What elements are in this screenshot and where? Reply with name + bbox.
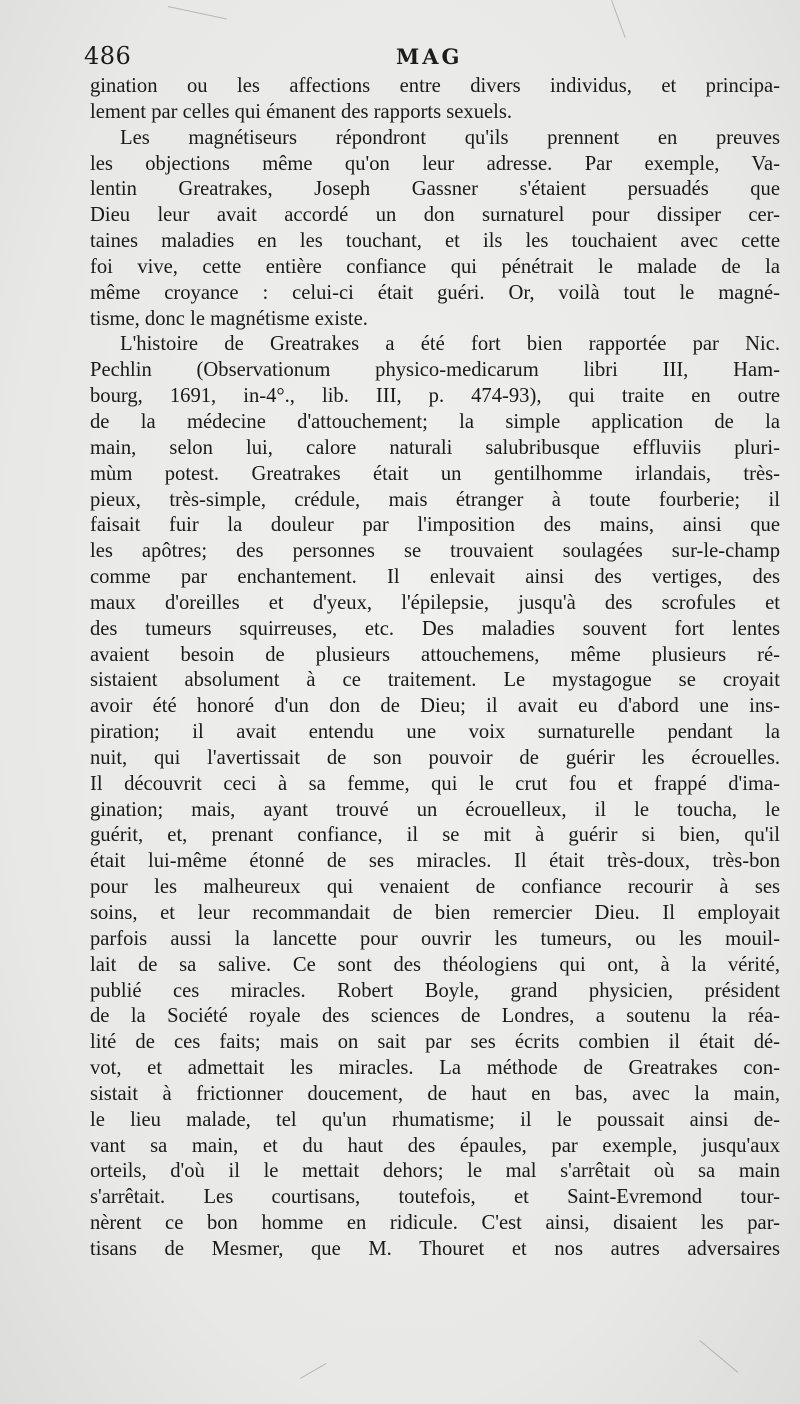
text-line: orteils, d'où il le mettait dehors; le mal s'arrêtait où sa main	[90, 1160, 780, 1183]
text-line: publié ces miracles. Robert Boyle, grand physicien, président	[90, 979, 780, 1002]
text-line: les objections même qu'on leur adresse. Par exemple, Va-	[90, 152, 780, 175]
text-line: gination ou les affections entre divers individus, et principa-	[90, 75, 780, 97]
page-number: 486	[84, 42, 132, 70]
text-line: lait de sa salive. Ce sont des théologiens qui ont, à la vérité,	[90, 953, 780, 976]
text-line: guérit, et, prenant confiance, il se mit à guérir si bien, qu'il	[90, 824, 780, 847]
text-line: foi vive, cette entière confiance qui pénétrait le malade de la	[90, 255, 780, 278]
text-line: nuit, qui l'avertissait de son pouvoir de guérir les écrouelles.	[90, 746, 780, 769]
text-line: piration; il avait entendu une voix surnaturelle pendant la	[90, 721, 780, 744]
text-line: même croyance : celui-ci était guéri. Or, voilà tout le magné-	[90, 281, 780, 304]
text-line: soins, et leur recommandait de bien remercier Dieu. Il employait	[90, 902, 780, 924]
body-text	[90, 74, 780, 1263]
text-line: de la Société royale des sciences de Londres, a soutenu la réa-	[90, 1005, 780, 1028]
text-line: sistait à frictionner doucement, de haut en bas, avec la main,	[90, 1082, 780, 1105]
paragraph	[90, 332, 780, 1262]
running-head	[84, 40, 780, 74]
text-line: était lui-même étonné de ses miracles. Il était très-doux, très-bon	[90, 850, 780, 873]
text-line: le lieu malade, tel qu'un rhumatisme; il le poussait ainsi de-	[90, 1108, 780, 1131]
text-line: parfois aussi la lancette pour ouvrir les tumeurs, ou les mouil-	[90, 927, 780, 950]
text-line: vot, et admettait les miracles. La méthode de Greatrakes con-	[90, 1057, 780, 1080]
text-line: pieux, très-simple, crédule, mais étranger à toute fourberie; il	[90, 488, 780, 511]
paragraph	[90, 126, 780, 333]
text-line: avaient besoin de plusieurs attouchemens, même plusieurs ré-	[90, 643, 780, 666]
text-line: sistaient absolument à ce traitement. Le mystagogue se croyait	[90, 669, 780, 692]
text-line: tisme, donc le magnétisme existe.	[90, 307, 368, 330]
page-content	[84, 40, 780, 1263]
text-line: vant sa main, et du haut des épaules, par exemple, jusqu'aux	[90, 1134, 780, 1157]
text-line: main, selon lui, calore naturali salubribusque effluviis pluri-	[90, 436, 780, 459]
text-line: lement par celles qui émanent des rapports sexuels.	[90, 100, 513, 123]
text-line: bourg, 1691, in-4°., lib. III, p. 474-93), qui traite en outre	[90, 385, 780, 408]
text-line: avoir été honoré d'un don de Dieu; il avait eu d'abord une ins-	[90, 695, 780, 718]
text-line: taines maladies en les touchant, et ils les touchaient avec cette	[90, 230, 780, 253]
text-line: comme par enchantement. Il enlevait ainsi des vertiges, des	[90, 566, 780, 589]
text-line: tisans de Mesmer, que M. Thouret et nos autres adversaires	[90, 1237, 780, 1260]
text-line: lentin Greatrakes, Joseph Gassner s'étaient persuadés que	[90, 178, 780, 201]
paragraph	[90, 74, 780, 126]
text-line: lité de ces faits; mais on sait par ses écrits combien il était dé-	[90, 1031, 780, 1054]
text-line: Les magnétiseurs répondront qu'ils prennent en preuves	[120, 126, 780, 149]
text-line: nèrent ce bon homme en ridicule. C'est ainsi, disaient les par-	[90, 1212, 780, 1235]
text-line: mùm potest. Greatrakes était un gentilhomme irlandais, très-	[90, 462, 780, 485]
text-line: L'histoire de Greatrakes a été fort bien rapportée par Nic.	[120, 333, 780, 356]
text-line: de la médecine d'attouchement; la simple application de la	[90, 410, 780, 433]
text-line: maux d'oreilles et d'yeux, l'épilepsie, jusqu'à des scrofules et	[90, 591, 780, 614]
text-line: Dieu leur avait accordé un don surnaturel pour dissiper cer-	[90, 204, 780, 227]
running-title: MAG	[396, 44, 463, 69]
text-line: des tumeurs squirreuses, etc. Des maladies souvent fort lentes	[90, 617, 780, 640]
text-line: faisait fuir la douleur par l'imposition des mains, ainsi que	[90, 514, 780, 537]
text-line: Pechlin (Observationum physico-medicarum libri III, Ham-	[90, 359, 780, 382]
text-line: gination; mais, ayant trouvé un écrouelleux, il le toucha, le	[90, 798, 780, 821]
text-line: s'arrêtait. Les courtisans, toutefois, et Saint-Evremond tour-	[90, 1186, 780, 1209]
text-line: Il découvrit ceci à sa femme, qui le crut fou et frappé d'ima-	[90, 772, 780, 795]
text-line: les apôtres; des personnes se trouvaient soulagées sur-le-champ	[90, 540, 780, 563]
text-line: pour les malheureux qui venaient de confiance recourir à ses	[90, 876, 780, 899]
